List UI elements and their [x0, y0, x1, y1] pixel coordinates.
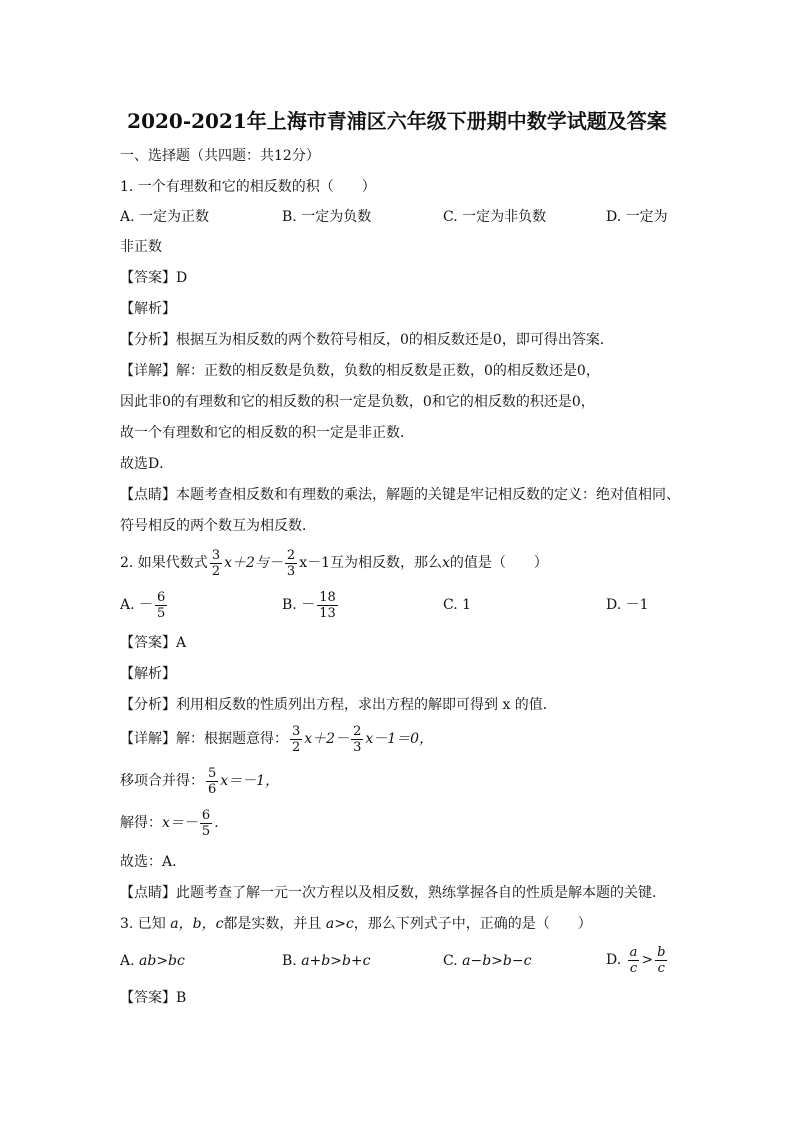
- q1-answer: 【答案】D: [120, 270, 188, 286]
- q2-option-c: C. 1: [443, 597, 472, 613]
- q3-stem: 3. 已知 a，b，c都是实数，并且 a>c，那么下列式子中，正确的是（ ）: [120, 916, 592, 932]
- q2-analysis-heading: 【解析】: [120, 666, 176, 682]
- q1-detail-line-2: 因此非0的有理数和它的相反数的积一定是负数，0和它的相反数的积还是0，: [120, 394, 595, 410]
- q1-choice: 故选D．: [120, 456, 174, 472]
- q2-choice: 故选：A．: [120, 854, 187, 870]
- q1-comment-line-1: 【点睛】本题考查相反数和有理数的乘法，解题的关键是牢记相反数的定义：绝对值相同、: [120, 487, 680, 503]
- q1-option-c: C. 一定为非负数: [443, 209, 547, 225]
- q1-analysis: 【分析】根据互为相反数的两个数符号相反，0的相反数还是0，即可得出答案．: [120, 332, 614, 348]
- q1-option-a: A. 一定为正数: [120, 209, 210, 225]
- q2-option-a: A. － $\frac{6}{5}$: [120, 589, 166, 621]
- q1-comment-line-2: 符号相反的两个数互为相反数．: [120, 518, 316, 534]
- q1-option-b: B. 一定为负数: [282, 209, 372, 225]
- page-title: 2020-2021年上海市青浦区六年级下册期中数学试题及答案: [127, 109, 667, 133]
- q2-stem-fraction-1: $\frac{3}{2}$: [211, 547, 221, 579]
- q1-option-d: D. 一定为: [606, 209, 668, 225]
- q2-analysis: 【分析】利用相反数的性质列出方程，求出方程的解即可得到 x 的值．: [120, 697, 557, 713]
- q2-stem: 2. 如果代数式 $\frac{3}{2}$ x＋2与－ $\frac{2}{3}$ x－1互为相反数，那么x的值是（ ）: [120, 547, 548, 579]
- q1-option-d-continued: 非正数: [120, 239, 162, 255]
- q3-answer: 【答案】B: [120, 990, 187, 1006]
- q3-option-c: C. a−b>b−c: [443, 953, 532, 969]
- q2-detail-line-3: 解得：x＝－ $\frac{6}{5}$ ．: [120, 807, 229, 839]
- q2-detail-line-1: 【详解】解：根据题意得： $\frac{3}{2}$ x＋2－ $\frac{2}{3}$ x－1＝0，: [120, 723, 434, 755]
- q1-detail-line-3: 故一个有理数和它的相反数的积一定是非正数．: [120, 425, 414, 441]
- q1-analysis-heading: 【解析】: [120, 301, 176, 317]
- q2-detail-line-2: 移项合并得： $\frac{5}{6}$ x＝－1，: [120, 765, 280, 797]
- q2-comment: 【点睛】此题考查了解一元一次方程以及相反数，熟练掌握各自的性质是解本题的关键．: [120, 885, 666, 901]
- q3-option-d: D. $\frac{a}{c}$ > $\frac{b}{c}$: [606, 944, 666, 976]
- q3-option-b: B. a+b>b+c: [282, 953, 371, 969]
- q2-option-d: D. －1: [606, 597, 649, 613]
- q1-detail-line-1: 【详解】解：正数的相反数是负数，负数的相反数是正数，0的相反数还是0，: [120, 363, 600, 379]
- q2-stem-fraction-2: $\frac{2}{3}$: [286, 547, 296, 579]
- q2-option-b: B. － $\frac{18}{13}$: [282, 589, 336, 621]
- q1-stem: 1. 一个有理数和它的相反数的积（ ）: [120, 179, 376, 195]
- q2-answer: 【答案】A: [120, 635, 187, 651]
- q3-option-a: A. ab>bc: [120, 953, 185, 969]
- section-heading: 一、选择题（共四题：共12分）: [120, 148, 320, 164]
